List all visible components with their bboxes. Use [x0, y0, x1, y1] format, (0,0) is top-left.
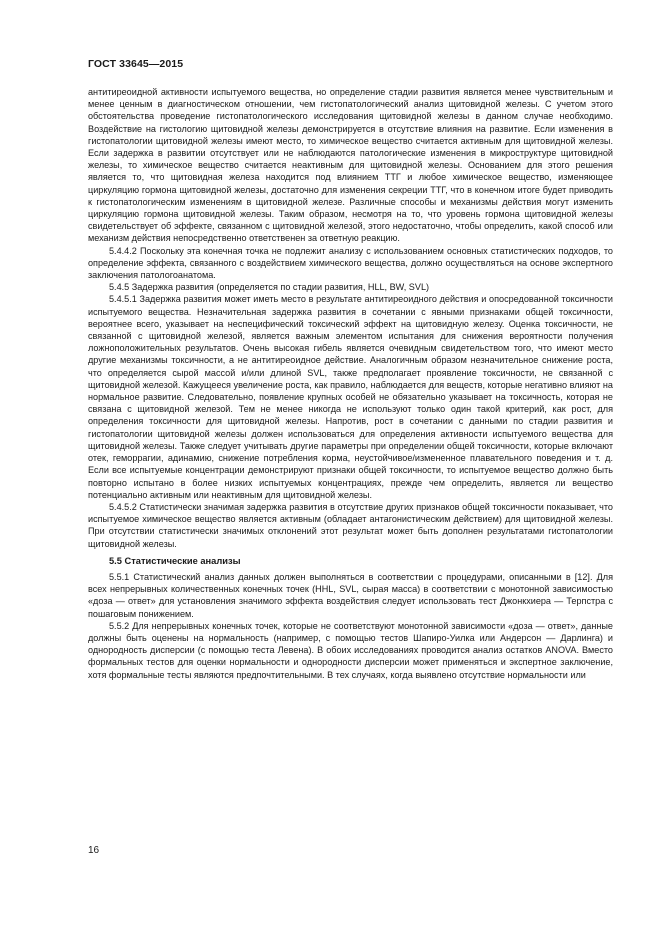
paragraph-5-4-4-2: 5.4.4.2 Поскольку эта конечная точка не подлежит анализу с использованием основных статистических подходов, то определение эффекта, связанного с воздействием химического вещества, должно осуществляться на основе экспертного заключения патологоанатома. [88, 245, 613, 281]
page-number: 16 [88, 845, 100, 856]
paragraph-5-5-2: 5.5.2 Для непрерывных конечных точек, которые не соответствуют монотонной зависимости «доза — ответ», данные должны быть оценены на нормальность (например, с помощью тестов Шапиро-Уилка или Андерсон — Дарлинга) и однородность дисперсии (с помощью теста Левена). В обоих исследованиях проводится анализ остатков ANOVA. Вместо формальных тестов для оценки нормальности и однородности дисперсии может применяться и экспертное заключение, хотя формальные тесты являются предпочтительными. В тех случаях, когда выявлено отсутствие нормальности или [88, 620, 613, 680]
paragraph-continuation: антитиреоидной активности испытуемого вещества, но определение стадии развития является менее чувствительным и менее ценным в диагностическом отношении, чем гистопатологический анализ щитовидной железы. С учетом этого обстоятельства проведение гистопатологического исследования щитовидной железы в данном случае необходимо. Воздействие на гистологию щитовидной железы демонстрируется в отсутствие влияния на развитие. Если изменения в гистопатологии щитовидной железы имеют место, то химическое вещество считается активным для щитовидной железы. Если задержка в развитии отсутствует или не наблюдаются патологические изменения в микроструктуре щитовидной железы, то химическое вещество считается неактивным для щитовидной железы. Основанием для этого решения является то, что щитовидная железа находится под влиянием ТТГ и любое химическое вещество, изменяющее циркуляцию гормона щитовидной железы, достаточно для изменения секреции ТТГ, что в конечном итоге будет приводить к гистопатологическим изменениям в щитовидной железе. Различные способы и механизмы действия могут изменить циркуляцию гормона щитовидной железы. Таким образом, несмотря на то, что уровень гормона щитовидной железы свидетельствует об эффекте, связанном с щитовидной железой, этого недостаточно, чтобы определить, какой способ или механизм действия непосредственно ответственен за ответную реакцию. [88, 87, 613, 244]
page-header-standard-code: ГОСТ 33645—2015 [88, 58, 184, 70]
paragraph-5-4-5-2: 5.4.5.2 Статистически значимая задержка развития в отсутствие других признаков общей токсичности показывает, что испытуемое химическое вещество является активным (обладает антагонистическим действием) для щитовидной железы. При отсутствии статистически значимых отклонений этот результат может быть дополнен результатами гистопатологии щитовидной железы. [88, 501, 613, 549]
section-heading-5-5: 5.5 Статистические анализы [109, 555, 241, 566]
document-body [88, 86, 613, 681]
paragraph-5-4-5-1: 5.4.5.1 Задержка развития может иметь место в результате антитиреоидного действия и опосредованной токсичности испытуемого вещества. Незначительная задержка развития в сочетании с явными признаками общей токсичности, вероятнее всего, указывает на неспецифический токсический эффект на щитовидную железу. Оценка токсичности, не связанной с щитовидной железой, является важным элементом испытания для снижения вероятности получения ложноположительных результатов. Очень высокая гибель является очевидным свидетельством того, что имеют место другие механизмы токсичности, а не антитиреоидное действие. Аналогичным образом незначительное снижение роста, что определяется сырой массой и/или длиной SVL, также предполагает проявление токсичности, не связанной с щитовидной железой. Кажущееся увеличение роста, как правило, наблюдается для веществ, которые негативно влияют на нормальное развитие. Следовательно, появление крупных особей не обязательно указывает на токсичность, которая не связана с щитовидной железой. Тем не менее никогда не используют только один такой критерий, как рост, для определения токсичности для щитовидной железы. Напротив, рост в сочетании с данными по стадии развития и гистопатологии щитовидной железы должен использоваться для определения активности испытуемого вещества для щитовидной железы. Также следует учитывать другие параметры при определении общей токсичности, которые включают отек, геморрагии, адинамию, снижение потребления корма, неустойчивое/измененное плавательного поведения и т. д. Если все испытуемые концентрации демонстрируют признаки общей токсичности, то испытуемое вещество должно быть повторно испытано в более низких испытуемых концентрациях, прежде чем определить, является ли вещество потенциально активным или неактивным для щитовидной железы. [88, 294, 613, 500]
paragraph-5-5-1: 5.5.1 Статистический анализ данных должен выполняться в соответствии с процедурами, описанными в [12]. Для всех непрерывных количественных конечных точек (HHL, SVL, сырая масса) в соответствии с монотонной зависимостью «доза — ответ» для установления значимого эффекта воздействия следует использовать тест Джонкхиера — Терпстра с пошаговым понижением. [88, 571, 613, 619]
paragraph-5-4-5-title: 5.4.5 Задержка развития (определяется по стадии развития, HLL, BW, SVL) [109, 282, 430, 293]
